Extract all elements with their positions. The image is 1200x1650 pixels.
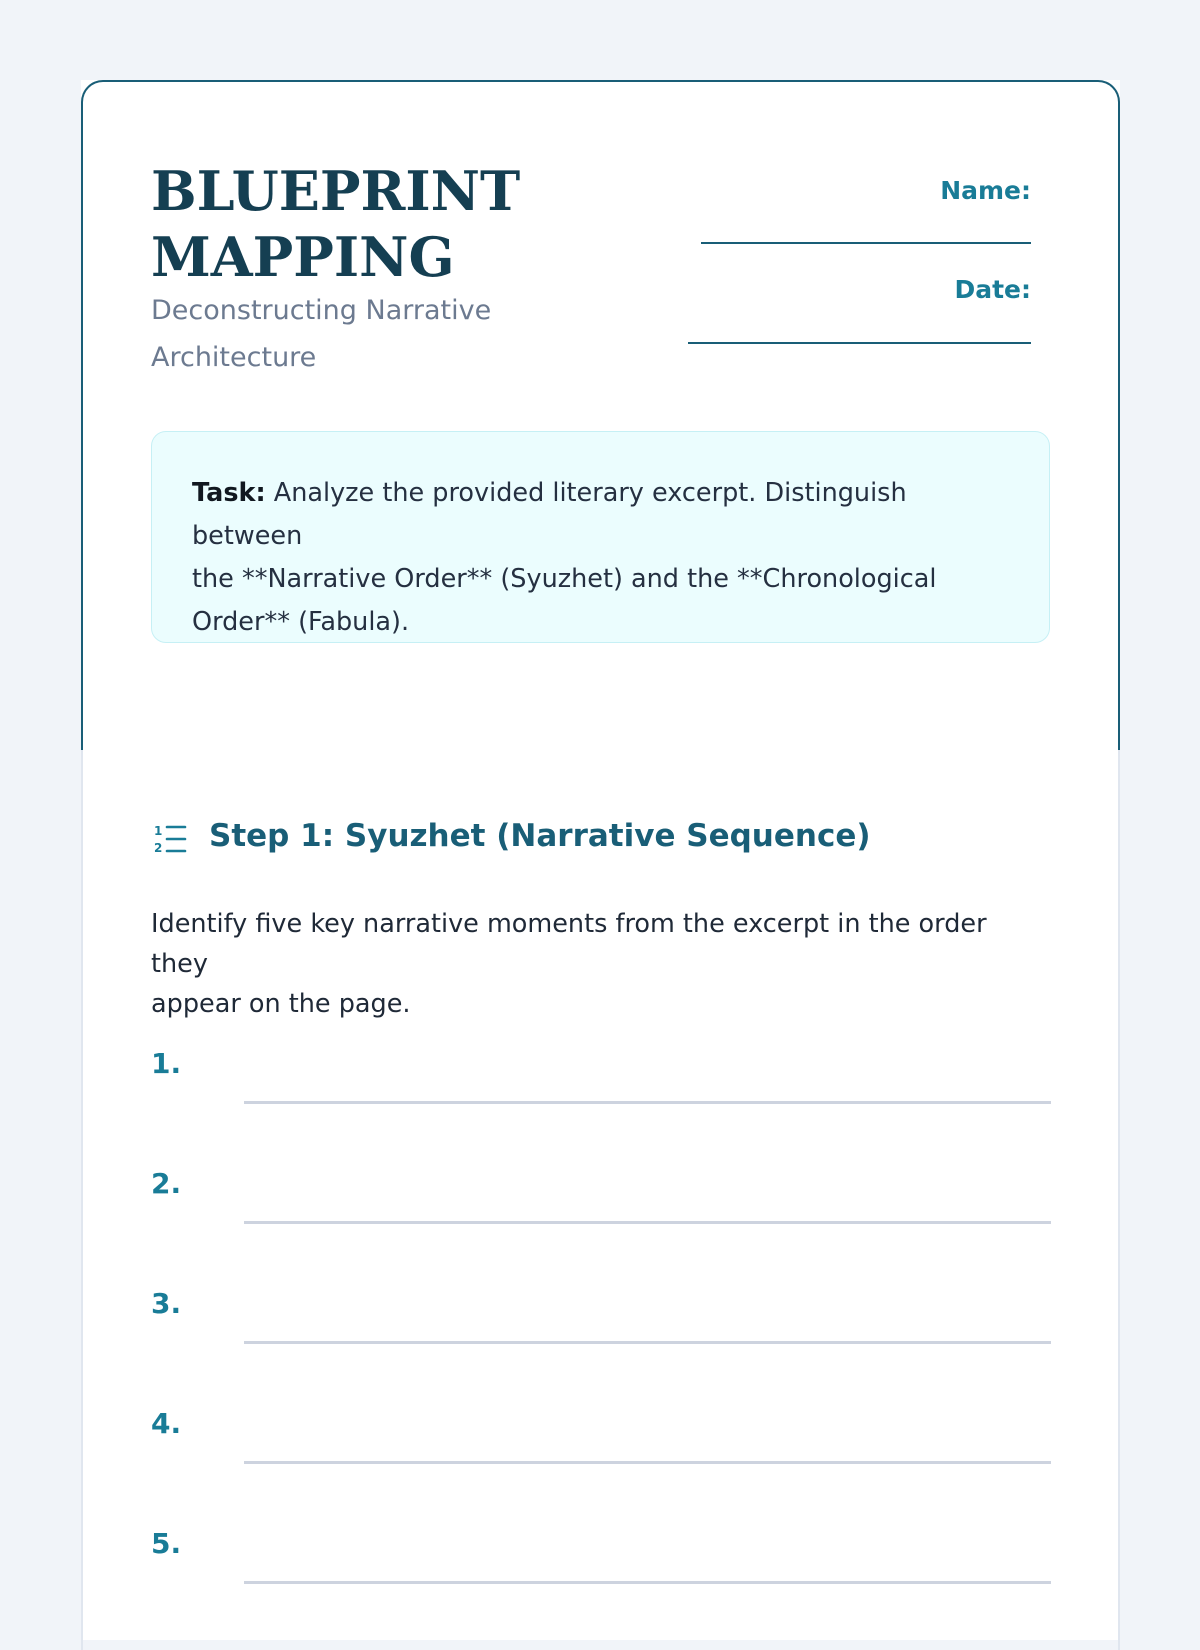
answer-line-3[interactable] [244,1341,1051,1344]
numbered-list-icon [151,823,187,855]
name-field-line[interactable] [701,242,1031,244]
page-subtitle [151,287,571,381]
description-line-1: Identify five key narrative moments from the excerpt in the order they [151,909,987,979]
title-line-2: MAPPING [151,225,455,289]
task-line-3: Order** (Fabula). [192,607,410,637]
date-field-line[interactable] [688,342,1031,344]
worksheet [81,80,1120,1640]
answer-number-2: 2. [151,1167,182,1200]
task-label: Task: [192,478,266,508]
answer-line-4[interactable] [244,1461,1051,1464]
subtitle-line-1: Deconstructing Narrative [151,295,492,326]
answer-line-1[interactable] [244,1101,1051,1104]
worksheet-body [81,750,1120,1650]
subtitle-line-2: Architecture [151,342,317,373]
answer-number-1: 1. [151,1047,182,1080]
step-1-description [151,904,1051,1024]
svg-text:1: 1 [154,824,163,838]
svg-text:2: 2 [154,841,163,855]
task-box [151,431,1050,643]
task-line-1 [192,472,1009,558]
answer-number-3: 3. [151,1287,182,1320]
title-line-1: BLUEPRINT [151,159,521,223]
name-label: Name: [940,176,1031,205]
page-title [151,158,571,290]
task-text-1: Analyze the provided literary excerpt. Distinguish between [192,478,907,551]
date-label: Date: [954,275,1031,304]
answer-line-5[interactable] [244,1581,1051,1584]
answer-number-5: 5. [151,1527,182,1560]
answer-number-4: 4. [151,1407,182,1440]
answer-line-2[interactable] [244,1221,1051,1224]
task-line-2: the **Narrative Order** (Syuzhet) and the **Chronological [192,564,937,594]
step-1-title: Step 1: Syuzhet (Narrative Sequence) [209,818,871,854]
description-line-2: appear on the page. [151,989,411,1019]
